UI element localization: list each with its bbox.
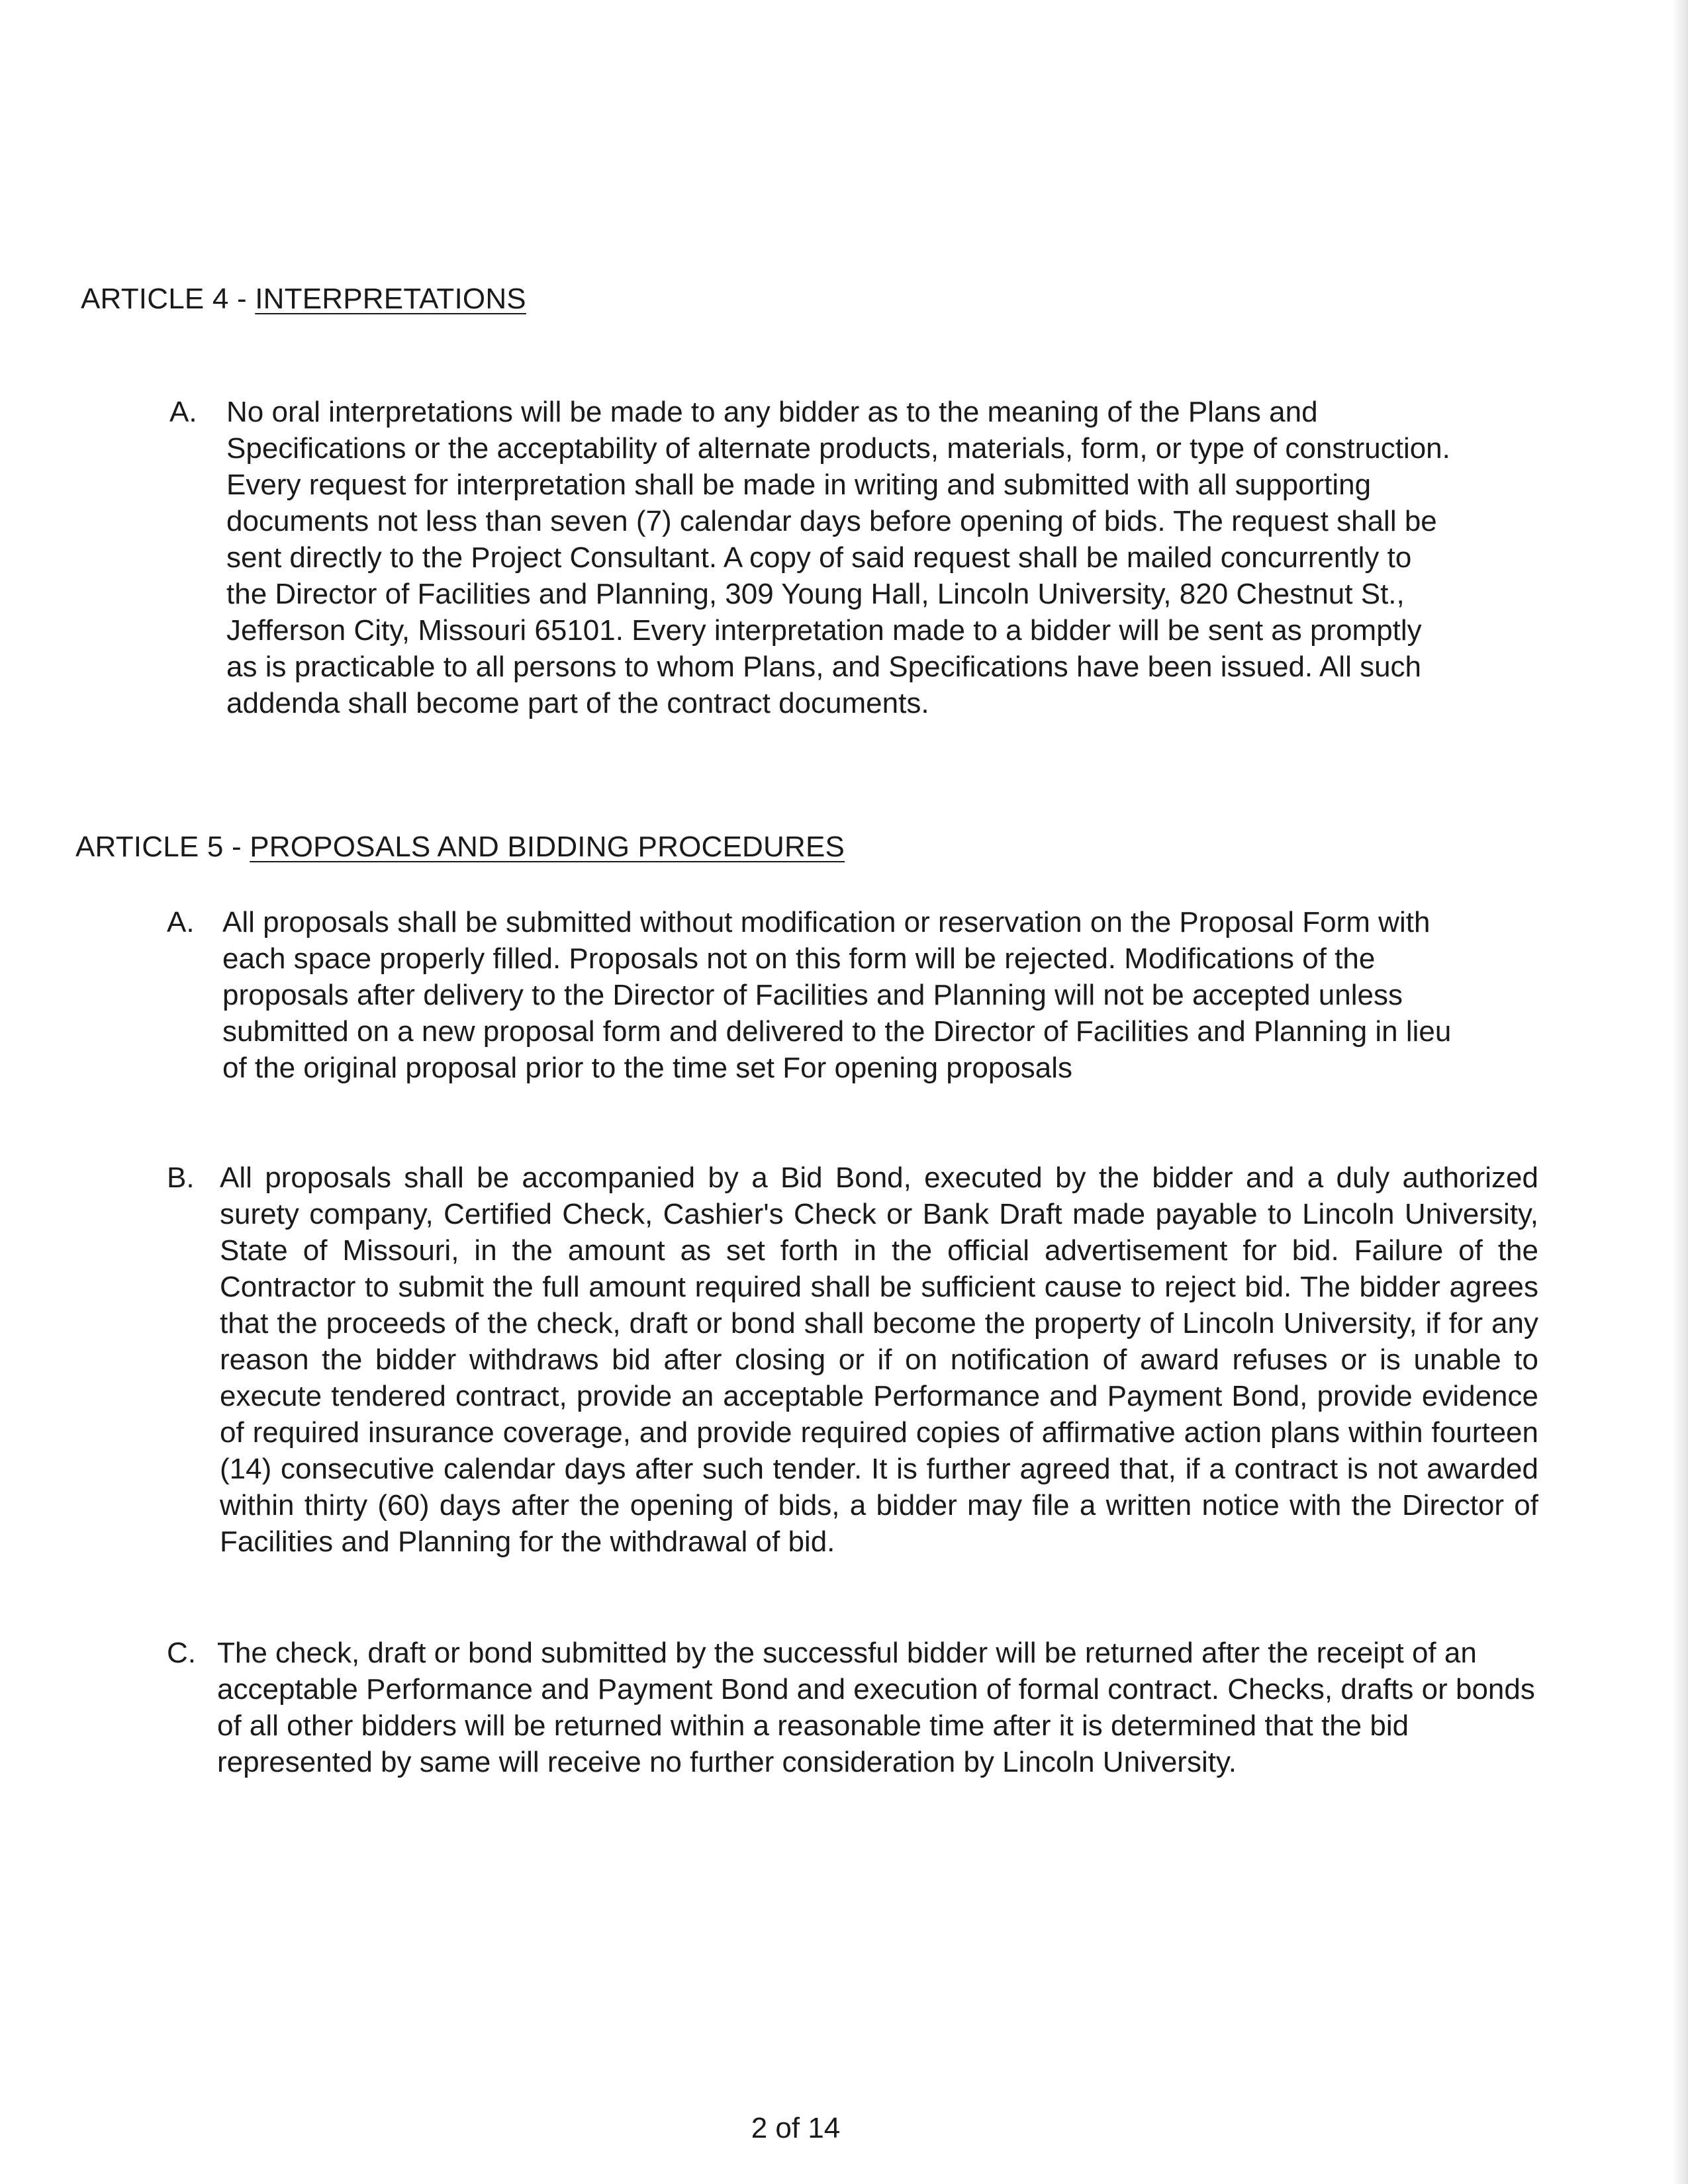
item-letter: A. xyxy=(167,906,195,938)
scan-edge-shadow xyxy=(1672,0,1688,2184)
item-letter: C. xyxy=(167,1637,196,1669)
item-text: All proposals shall be accompanied by a Bid Bond, executed by the bidder and a duly authorized surety company, Certified Check, Cashier's Check or Bank Draft made payable to Lincoln University, State of Missouri, in the amount as set forth in the official advertisement for bid. Failure of the Contractor to submit the full amount required shall be sufficient cause to reject bid. The bidder agrees that the proceeds of the check, draft or bond shall become the property of Lincoln University, if for any reason the bidder withdraws bid after closing or if on notification of award refuses or is unable to execute tendered contract, provide an acceptable Performance and Payment Bond, provide evidence of required insurance coverage, and provide required copies of affirmative action plans within fourteen (14) consecutive calendar days after such tender. It is further agreed that, if a contract is not awarded within thirty (60) days after the opening of bids, a bidder may file a written notice with the Director of Facilities and Planning for the withdrawal of bid. xyxy=(220,1161,1538,1558)
item-text: The check, draft or bond submitted by the successful bidder will be returned after the receipt of an acceptable Performance and Payment Bond and execution of formal contract. Checks, drafts or bonds of all other bidders will be returned within a reasonable time after it is determined that the bid represented by same will receive no further consideration by Lincoln University. xyxy=(217,1637,1535,1778)
article-5-item-a xyxy=(167,904,1452,1122)
item-letter: A. xyxy=(169,396,197,428)
article-4-title: INTERPRETATIONS xyxy=(255,283,526,315)
article-5-prefix: ARTICLE 5 - xyxy=(75,831,250,863)
article-4-heading xyxy=(81,281,526,318)
article-4-prefix: ARTICLE 4 - xyxy=(81,283,256,315)
item-letter: B. xyxy=(167,1161,195,1194)
article-5-item-b xyxy=(167,1160,1544,1610)
article-5-item-c xyxy=(167,1635,1544,1794)
item-text: No oral interpretations will be made to any bidder as to the meaning of the Plans and Specifications or the acceptability of alternate products, materials, form, or type of construction. Every request for interpretation shall be made in writing and submitted with all supporting documents not less than seven (7) calendar days before opening of bids. The request shall be sent directly to the Project Consultant. A copy of said request shall be mailed concurrently to the Director of Facilities and Planning, 309 Young Hall, Lincoln University, 820 Chestnut St., Jefferson City, Missouri 65101. Every interpretation made to a bidder will be sent as promptly as is practicable to all persons to whom Plans, and Specifications have been issued. All such addenda shall become part of the contract documents. xyxy=(226,396,1450,719)
item-text: All proposals shall be submitted without modification or reservation on the Proposal Form with each space properly filled. Proposals not on this form will be rejected. Modifications of the proposals after delivery to the Director of Facilities and Planning will not be accepted unless submitted on a new proposal form and delivered to the Director of Facilities and Planning in lieu of the original proposal prior to the time set For opening proposals xyxy=(222,906,1452,1084)
article-4-item-a xyxy=(169,394,1450,764)
article-5-title: PROPOSALS AND BIDDING PROCEDURES xyxy=(250,831,845,863)
page-number: 2 of 14 xyxy=(751,2112,841,2144)
article-5-heading xyxy=(75,829,845,866)
